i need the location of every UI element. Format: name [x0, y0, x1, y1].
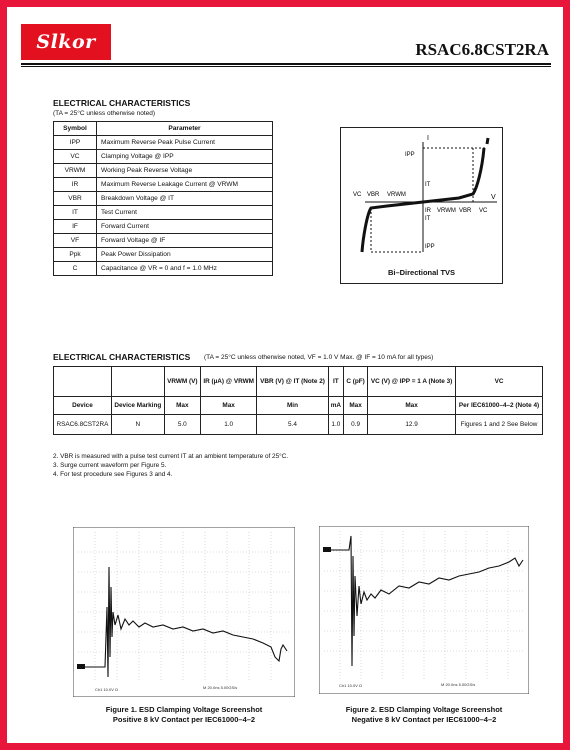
- header-cell: Max: [164, 397, 200, 415]
- data-cell: 1.0: [328, 415, 344, 435]
- datasheet-page: [7, 7, 563, 743]
- header-cell: mA: [328, 397, 344, 415]
- symbol-cell: VF: [54, 234, 97, 248]
- label-vc-right: VC: [479, 208, 488, 214]
- label-ir: IR: [425, 208, 431, 214]
- symbol-cell: IF: [54, 220, 97, 234]
- data-cell: 1.0: [200, 415, 257, 435]
- table-row: [54, 192, 273, 206]
- parameter-cell: Clamping Voltage @ IPP: [97, 150, 273, 164]
- label-it-top: IT: [425, 182, 431, 188]
- data-cell: 12.9: [368, 415, 456, 435]
- symbol-cell: VRWM: [54, 164, 97, 178]
- figure-1-caption: Figure 1. ESD Clamping Voltage Screenshot Positive 8 kV Contact per IEC61000–4–2: [105, 705, 263, 724]
- table-row: [54, 164, 273, 178]
- label-vbr-right: VBR: [459, 208, 472, 214]
- parameter-cell: Capacitance @ VR = 0 and f = 1.0 MHz: [97, 262, 273, 276]
- scope-screenshot-2: [319, 526, 529, 694]
- header-cell: Max: [368, 397, 456, 415]
- parameter-cell: Maximum Reverse Peak Pulse Current: [97, 136, 273, 150]
- header-cell: [111, 367, 164, 397]
- ec2-title: ELECTRICAL CHARACTERISTICS: [53, 352, 191, 362]
- label-ipp-top: IPP: [405, 152, 415, 158]
- note-item: 3. Surge current waveform per Figure 5.: [53, 462, 167, 469]
- data-cell: Figures 1 and 2 See Below: [456, 415, 543, 435]
- data-cell: RSAC6.8CST2RA: [54, 415, 112, 435]
- data-cell: 5.4: [257, 415, 328, 435]
- parameter-cell: Peak Power Dissipation: [97, 248, 273, 262]
- symbol-cell: C: [54, 262, 97, 276]
- svg-text:M 20.0ns 5.00GS/s: M 20.0ns 5.00GS/s: [203, 685, 238, 690]
- svg-text:Ch1 10.0V Ω: Ch1 10.0V Ω: [95, 687, 119, 692]
- symbol-cell: IPP: [54, 136, 97, 150]
- axis-label-v: V: [491, 194, 496, 201]
- parameter-cell: Working Peak Reverse Voltage: [97, 164, 273, 178]
- ec2-condition: (TA = 25°C unless otherwise noted, VF = 1.0 V Max. @ IF = 10 mA for all types): [204, 354, 434, 361]
- symbol-cell: IR: [54, 178, 97, 192]
- scope-screenshot-1: [73, 527, 295, 697]
- device-characteristics-table: [53, 366, 543, 435]
- parameter-cell: Forward Voltage @ IF: [97, 234, 273, 248]
- label-it-bot: IT: [425, 216, 431, 222]
- symbol-cell: IT: [54, 206, 97, 220]
- parameter-cell: Forward Current: [97, 220, 273, 234]
- header-rule: [21, 63, 551, 65]
- header-cell: VC: [456, 367, 543, 397]
- header-cell: Per IEC61000–4–2 (Note 4): [456, 397, 543, 415]
- header-cell: IR (µA) @ VRWM: [200, 367, 257, 397]
- label-vbr-left: VBR: [367, 192, 380, 198]
- symbol-cell: VC: [54, 150, 97, 164]
- header-cell: Device Marking: [111, 397, 164, 415]
- parameter-cell: Test Current: [97, 206, 273, 220]
- ec1-title: ELECTRICAL CHARACTERISTICS: [53, 98, 191, 108]
- symbol-table: [53, 121, 273, 276]
- bidirectional-tvs-diagram: [340, 127, 503, 284]
- notes-list: [53, 452, 288, 479]
- table-row: [54, 150, 273, 164]
- header-cell: Max: [200, 397, 257, 415]
- header-cell: IT: [328, 367, 344, 397]
- symbol-cell: VBR: [54, 192, 97, 206]
- tvs-caption: Bi–Directional TVS: [387, 268, 456, 277]
- brand-logo: Slkor: [21, 24, 111, 60]
- header-cell: VC (V) @ IPP = 1 A (Note 3): [368, 367, 456, 397]
- svg-text:M 20.0ns 5.00GS/s: M 20.0ns 5.00GS/s: [441, 682, 476, 687]
- header-cell: Device: [54, 397, 112, 415]
- header-cell: VBR (V) @ IT (Note 2): [257, 367, 328, 397]
- table-row: [54, 220, 273, 234]
- table-row: [54, 136, 273, 150]
- svg-text:Ch1 10.0V Ω: Ch1 10.0V Ω: [339, 683, 363, 688]
- figure-1: [73, 527, 295, 702]
- symbol-cell: Ppk: [54, 248, 97, 262]
- table-row: [54, 234, 273, 248]
- label-vrwm-left: VRWM: [387, 192, 406, 198]
- data-cell: 5.0: [164, 415, 200, 435]
- symbol-header: Symbol: [54, 122, 97, 136]
- ec1-condition: (TA = 25°C unless otherwise noted): [53, 110, 156, 117]
- label-ipp-bot: IPP: [425, 244, 435, 250]
- table-row: [54, 178, 273, 192]
- header-cell: [54, 367, 112, 397]
- table-row: [54, 262, 273, 276]
- axis-label-i: I: [427, 135, 429, 142]
- parameter-cell: Maximum Reverse Leakage Current @ VRWM: [97, 178, 273, 192]
- figure-2-caption: Figure 2. ESD Clamping Voltage Screenshot Negative 8 kV Contact per IEC61000–4–2: [345, 705, 503, 724]
- header-cell: Max: [344, 397, 368, 415]
- figure-2: [319, 526, 529, 699]
- iv-curve: [362, 138, 488, 252]
- header-cell: VRWM (V): [164, 367, 200, 397]
- header-cell: C (pF): [344, 367, 368, 397]
- tvs-iv-curve: [341, 128, 502, 258]
- header-cell: Min: [257, 397, 328, 415]
- label-vc-left: VC: [353, 192, 362, 198]
- data-cell: 0.9: [344, 415, 368, 435]
- label-vrwm-right: VRWM: [437, 208, 456, 214]
- note-item: 4. For test procedure see Figures 3 and 4.: [53, 471, 173, 478]
- note-item: 2. VBR is measured with a pulse test current IT at an ambient temperature of 25°C.: [53, 453, 289, 460]
- parameter-cell: Breakdown Voltage @ IT: [97, 192, 273, 206]
- data-cell: N: [111, 415, 164, 435]
- header-rule-thin: [21, 66, 551, 67]
- table-row: [54, 248, 273, 262]
- table-row: [54, 206, 273, 220]
- parameter-header: Parameter: [97, 122, 273, 136]
- part-number-title: RSAC6.8CST2RA: [415, 40, 549, 59]
